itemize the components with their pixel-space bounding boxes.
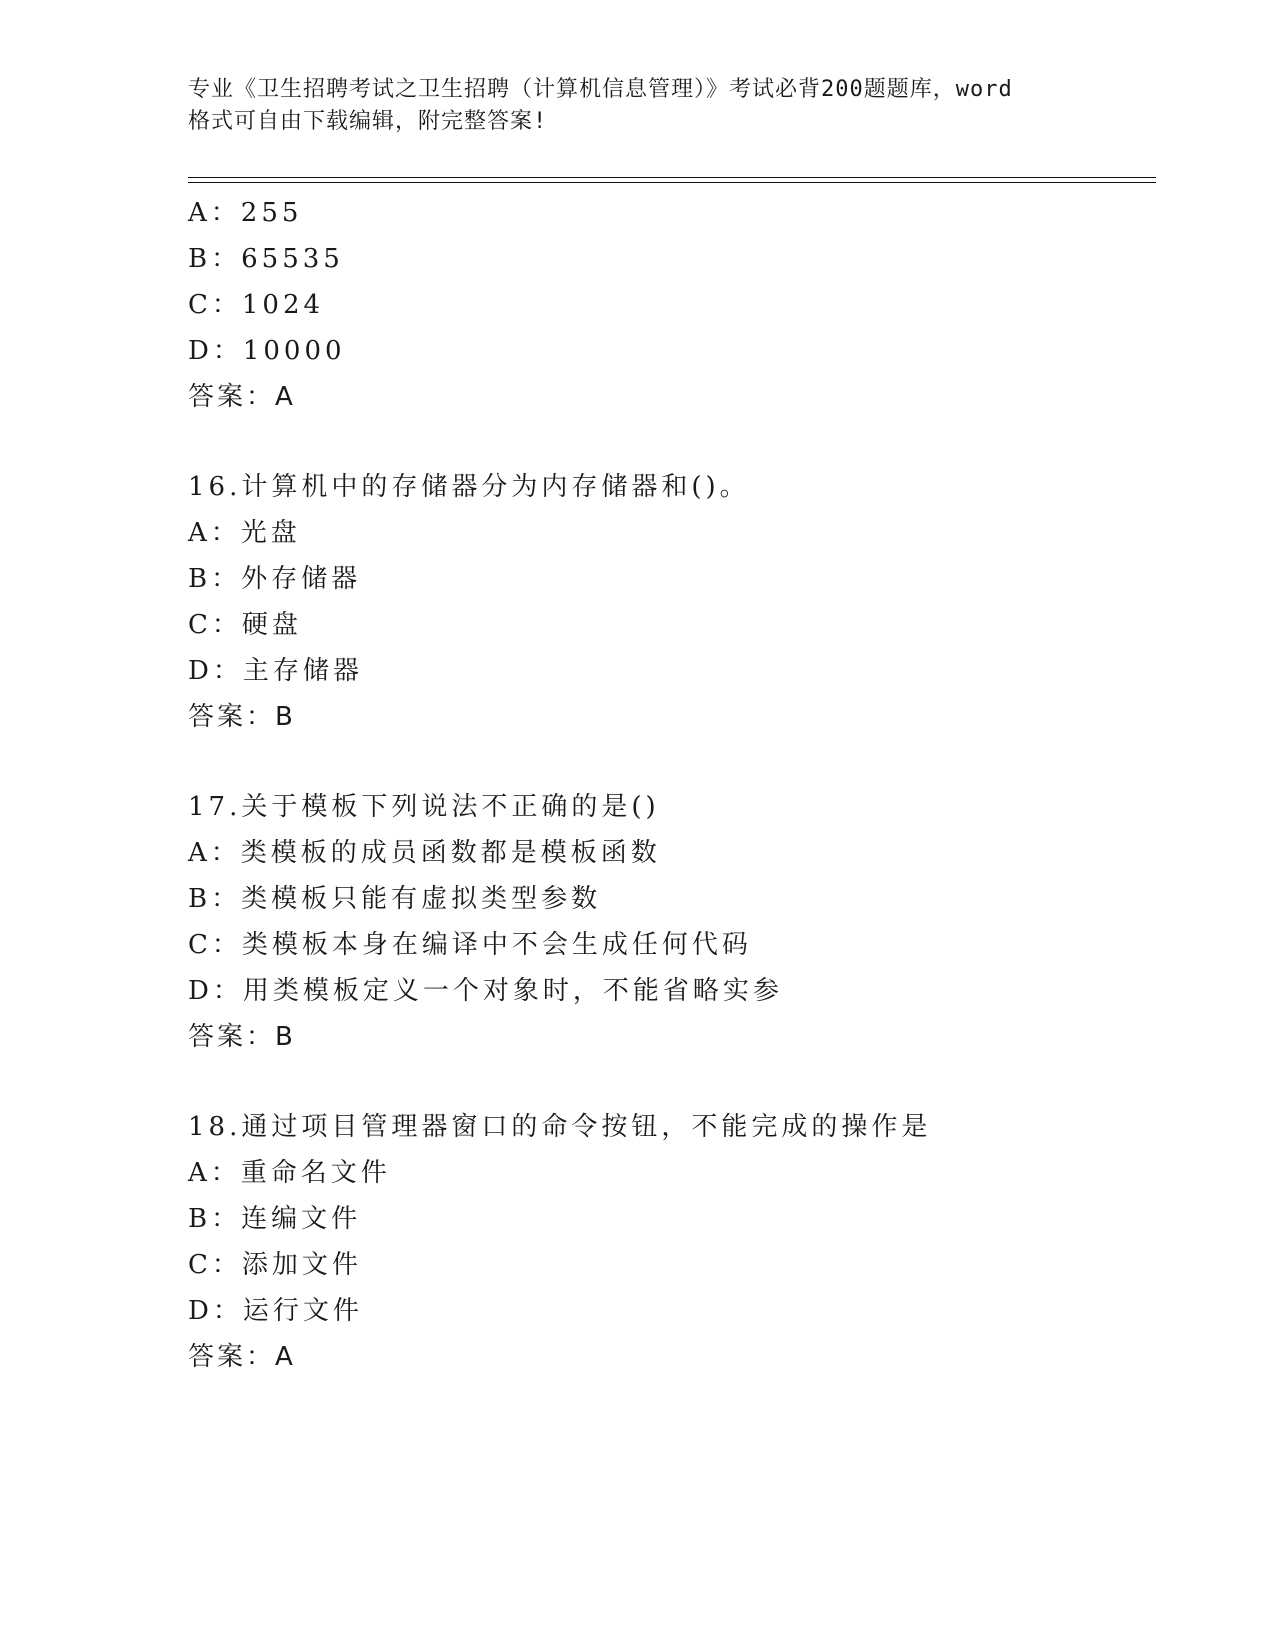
option-a: A：255: [188, 198, 303, 228]
question-text: 16.计算机中的存储器分为内存储器和()。: [188, 472, 750, 502]
question-text: 18.通过项目管理器窗口的命令按钮，不能完成的操作是: [188, 1112, 932, 1142]
answer: 答案：A: [188, 382, 296, 412]
option-c: C：添加文件: [188, 1250, 362, 1280]
question-block-15: [188, 190, 1156, 420]
option-c: C：1024: [188, 290, 325, 320]
header-line-1: 专业《卫生招聘考试之卫生招聘（计算机信息管理）》考试必背200题题库，word: [188, 77, 1013, 102]
option-b: B：外存储器: [188, 564, 362, 594]
question-block-17: [188, 784, 1156, 1060]
question-text: 17.关于模板下列说法不正确的是(): [188, 792, 660, 822]
option-a: A：类模板的成员函数都是模板函数: [188, 838, 661, 868]
answer: 答案：A: [188, 1342, 296, 1372]
option-d: D：用类模板定义一个对象时，不能省略实参: [188, 976, 783, 1006]
question-block-16: [188, 464, 1156, 740]
header-line-2: 格式可自由下载编辑，附完整答案!: [188, 109, 548, 134]
option-a: A：重命名文件: [188, 1158, 391, 1188]
option-b: B：连编文件: [188, 1204, 362, 1234]
option-c: C：硬盘: [188, 610, 302, 640]
option-d: D：10000: [188, 336, 346, 366]
option-c: C：类模板本身在编译中不会生成任何代码: [188, 930, 752, 960]
option-b: B：65535: [188, 244, 344, 274]
option-b: B：类模板只能有虚拟类型参数: [188, 884, 602, 914]
header-divider-top: [188, 177, 1156, 178]
option-d: D：主存储器: [188, 656, 363, 686]
option-d: D：运行文件: [188, 1296, 363, 1326]
document-header: [188, 74, 1088, 138]
question-block-18: [188, 1104, 1156, 1380]
question-list: [188, 190, 1156, 1380]
answer: 答案：B: [188, 1022, 296, 1052]
header-divider-bottom: [188, 182, 1156, 183]
option-a: A：光盘: [188, 518, 301, 548]
answer: 答案：B: [188, 702, 296, 732]
